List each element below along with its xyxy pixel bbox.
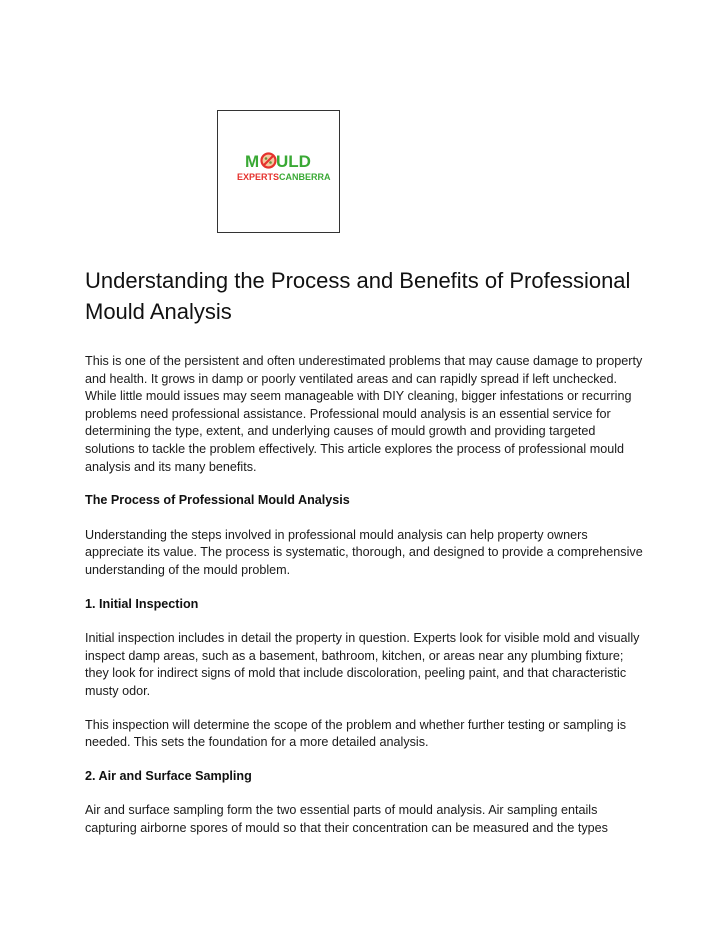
no-mould-icon — [262, 154, 276, 168]
logo-text-m: M — [245, 152, 260, 171]
mould-experts-logo — [218, 111, 339, 232]
section-heading-process: The Process of Professional Mould Analysis — [85, 493, 350, 508]
step-heading-initial-inspection: 1. Initial Inspection — [85, 596, 199, 611]
logo-text-canberra: CANBERRA — [279, 172, 331, 182]
initial-inspection-paragraph: Initial inspection includes in detail the property in question. Experts look for visible mold and visually inspect damp areas, such as a basement, bathroom, kitchen, or areas near any plumbing fixture; they look for indirect signs of mold that include discoloration, peeling paint, and that characteristic musty odor. — [85, 631, 640, 698]
company-logo — [217, 110, 340, 233]
process-paragraph: Understanding the steps involved in professional mould analysis can help property owners appreciate its value. The process is systematic, thorough, and designed to provide a comprehensive understanding of the mould problem. — [85, 527, 643, 577]
logo-text-experts: EXPERTS — [237, 172, 280, 182]
sampling-paragraph: Air and surface sampling form the two essential parts of mould analysis. Air sampling entails capturing airborne spores of mould so that their concentration can be measured and the types — [85, 803, 608, 835]
article-title: Understanding the Process and Benefits of Professional Mould Analysis — [85, 268, 631, 324]
intro-paragraph: This is one of the persistent and often underestimated problems that may cause damage to property and health. It grows in damp or poorly ventilated areas and can rapidly spread if left unchecked. While little mould issues may seem manageable with DIY cleaning, bigger infestations or recurring problems need professional assistance. Professional mould analysis is an essential service for determining the type, extent, and underlying causes of mould growth and providing targeted solutions to tackle the problem effectively. This article explores the process of professional mould analysis and its many benefits. — [85, 354, 643, 474]
article-body — [85, 265, 645, 853]
step-heading-sampling: 2. Air and Surface Sampling — [85, 768, 252, 783]
logo-text-uld: ULD — [276, 152, 311, 171]
inspection-scope-paragraph: This inspection will determine the scope of the problem and whether further testing or sampling is needed. This sets the foundation for a more detailed analysis. — [85, 717, 627, 750]
